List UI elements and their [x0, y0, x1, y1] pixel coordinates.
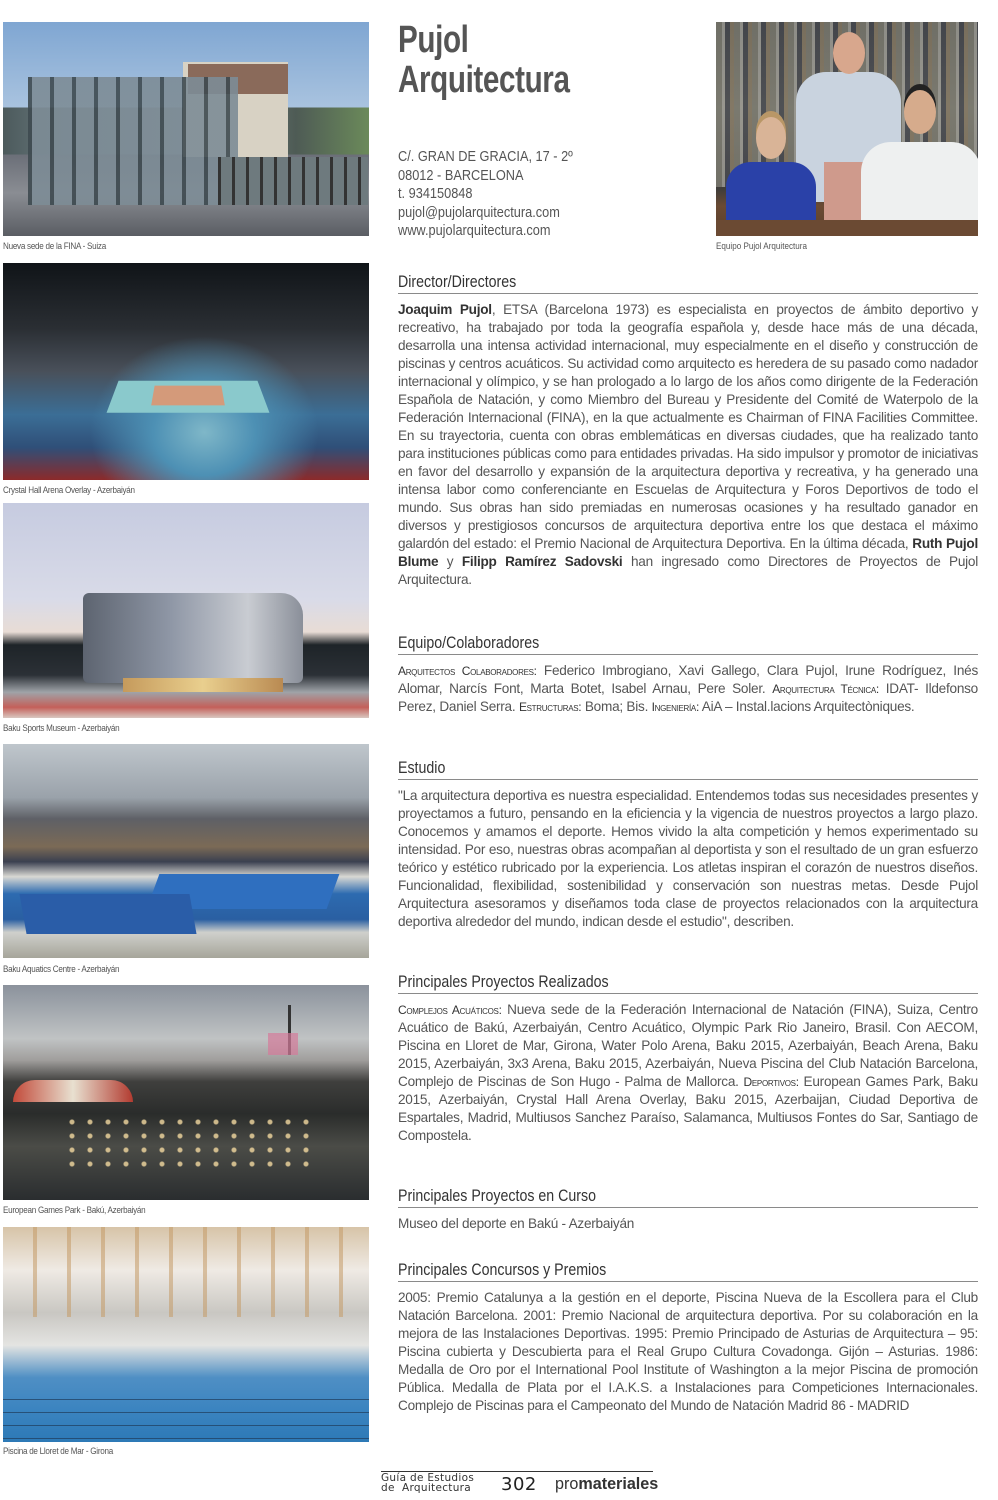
contact-address: C/. GRAN DE GRACIA, 17 - 2º: [398, 149, 573, 165]
section-body: 2005: Premio Catalunya a la gestión en el deporte, Piscina Nueva de la Escollera para el Club Natación Barcelona. 2001: Premio Nacional de arquitectura deportiva. Por su colaboración en la mejora de las Instalaciones Deportivas. 1995: Premio Principado de Asturias de Arquitectura – 95: Piscina cubierta y Descubierta para el Real Grupo Cultura Covadonga. Gijón – Asturias. 1986: Medalla de Oro por el International Pool Institute of Washington a la mejor Piscina de promoción Pública. Medalla de Plata por el I.A.K.S. a Instalaciones para Competiciones Internacionales. Complejo de Piscinas para el Campeonato del Mundo de Natación Madrid 86 - MADRID: [398, 1290, 978, 1413]
director-name: Filipp Ramírez Sadovski: [461, 554, 623, 569]
section-heading-text: Principales Proyectos Realizados: [398, 973, 609, 991]
section-heading: [398, 758, 978, 780]
category-label: Complejos Acuáticos:: [398, 1003, 502, 1017]
photo-detail: [151, 386, 225, 406]
title-line-1: Pujol: [398, 19, 469, 61]
photo-caption: European Games Park - Bakú, Azerbaiyán: [3, 1205, 146, 1215]
director-name: Ruth Pujol Blume: [398, 536, 978, 569]
section-team: [398, 633, 978, 716]
body-text: , ETSA (Barcelona 1973) es especialista en proyectos de ámbito deportivo y recreativo, ha trabajado por toda la geografía española y, desde hace más de una década, desarrolla una intensa actividad internacional, muy especialmente en el diseño y construcción de piscinas y centros acuáticos. Su actividad como arquitecto es heredera de su pasado como nadador internacional y olímpico, y se han prologado a lo largo de los años como dirigente de la Federación Española de Natación, y como Miembro del Bureau y Presidente del Comité de Waterpolo de la Federación Internacional (FINA), en la que actualmente es Chairman of FINA Facilities Committee. En su trayectoria, cuenta con obras emblemáticas en diversas ciudades, que ha realizado tanto para instituciones públicas como para entidades privadas. Ha sido impulsor y promotor de iniciativas en favor del desarrollo y expansión de la arquitectura deportiva y recreativa, y ha generado una intensa labor como conferenciante en Escuelas de Arquitectura y Foros Deportivos de todo el mundo. Sus obras han sido premiadas en numerosas ocasiones y ha resultado ganador en diversos y prestigiosos concursos de arquitectura deportiva entre los que destaca el máximo galardón del estado: el Premio Nacional de Arquitectura Deportiva. En la última década,: [398, 302, 978, 551]
contact-block: [398, 148, 573, 241]
body-text: y: [438, 554, 462, 569]
section-heading: [398, 1186, 978, 1208]
title-line-2: Arquitectura: [398, 59, 570, 101]
photo-caption: Piscina de Lloret de Mar - Girona: [3, 1446, 113, 1456]
photo-caption: Baku Sports Museum - Azerbaiyán: [3, 723, 120, 733]
role-label: Arquitectos Colaboradores:: [398, 664, 537, 678]
photo-caption: Baku Aquatics Centre - Azerbaiyán: [3, 964, 120, 974]
contact-phone: t. 934150848: [398, 186, 473, 202]
body-text: Boma; Bis.: [581, 699, 652, 714]
body-text: han ingresado como Directores de Proyectos de Pujol Arquitectura.: [398, 554, 978, 587]
section-directors: [398, 272, 978, 589]
section-heading: [398, 1260, 978, 1282]
photo-detail: [756, 117, 786, 159]
photo-detail: [63, 1115, 313, 1175]
section-heading-text: Estudio: [398, 759, 446, 777]
photo-baku-sports-museum: [3, 503, 369, 718]
photo-fina-headquarters: [3, 22, 369, 236]
brand-logo-bold: materiales: [578, 1474, 659, 1493]
photo-detail: [123, 678, 283, 692]
brand-logo-light: pro: [555, 1474, 579, 1493]
photo-detail: [268, 1033, 298, 1055]
section-heading: [398, 272, 978, 294]
section-body: [398, 1001, 978, 1145]
role-label: Ingeniería:: [651, 700, 700, 714]
section-awards: [398, 1260, 978, 1415]
photo-detail: [83, 593, 303, 683]
footer-guide-line-1: Guía de Estudios: [381, 1472, 475, 1484]
section-heading-text: Principales Proyectos en Curso: [398, 1187, 596, 1205]
page-title: [398, 20, 570, 100]
photo-piscina-lloret: [3, 1227, 369, 1442]
photo-crystal-hall-arena: [3, 263, 369, 480]
section-body: Museo del deporte en Bakú - Azerbaiyán: [398, 1216, 635, 1231]
section-heading-text: Equipo/Colaboradores: [398, 634, 540, 652]
brand-logo: [555, 1474, 658, 1494]
photo-detail: [3, 1227, 369, 1317]
photo-detail: [3, 1387, 369, 1442]
body-text: European Games Park, Baku 2015, Azerbaiyán, Crystal Hall Arena Overlay, Baku 2015, Azerbaijan, Ciudad Deportiva de Espartales, Madrid, Multiusos Sanchez Paraíso, Salamanca, Multiusos Fontes do Sar, Santiago de Compostela.: [398, 1074, 978, 1143]
body-text: IDAT- Ildefonso Perez, Daniel Serra.: [398, 681, 978, 714]
category-label: Deportivos:: [743, 1075, 799, 1089]
section-body: "La arquitectura deportiva es nuestra especialidad. Entendemos todas sus necesidades presentes y proyectamos a futuro, pensando en la eficiencia y la vigencia de nuestros proyectos a largo plazo. Conocemos y amamos el deporte. Hemos vivido la alta competición y hemos experimentado su intensidad. Por eso, nuestras obras acompañan al deportista y son el resultado de un gran esfuerzo teórico y estético rubricado por la experiencia. Los atletas inspiran el corazón de nuestros diseños. Funcionalidad, flexibilidad, sostenibilidad y conservación son nuestras metas. Desde Pujol Arquitectura asesoramos y diseñamos toda clase de proyectos relacionados con la arquitectura deportiva alrededor del mundo, indican desde el estudio", describen.: [398, 788, 978, 929]
body-text: Federico Imbrogiano, Xavi Gallego, Clara Pujol, Irune Rodríguez, Inés Alomar, Narcís Font, Marta Botet, Isabel Arnau, Pere Soler.: [398, 663, 979, 696]
photo-detail: [833, 32, 865, 74]
footer-guide-line-2: de Arquitectura: [381, 1482, 472, 1494]
role-label: Estructuras:: [518, 700, 582, 714]
section-heading: [398, 633, 978, 655]
section-ongoing-projects: [398, 1186, 978, 1233]
photo-european-games-park: [3, 985, 369, 1200]
section-studio: [398, 758, 978, 931]
team-photo-caption: Equipo Pujol Arquitectura: [716, 241, 807, 251]
section-completed-projects: [398, 972, 978, 1145]
footer-publication: [381, 1473, 474, 1493]
section-heading-text: Principales Concursos y Premios: [398, 1261, 607, 1279]
section-heading-text: Director/Directores: [398, 273, 517, 291]
photo-detail: [716, 220, 978, 236]
photo-caption: Nueva sede de la FINA - Suiza: [3, 241, 106, 251]
photo-baku-aquatics-centre: [3, 744, 369, 958]
photo-detail: [218, 157, 368, 205]
director-name: Joaquim Pujol: [398, 302, 492, 317]
page-number: 302: [501, 1474, 537, 1495]
photo-caption: Crystal Hall Arena Overlay - Azerbaiyán: [3, 485, 135, 495]
role-label: Arquitectura Técnica:: [772, 682, 879, 696]
contact-website[interactable]: www.pujolarquitectura.com: [398, 223, 551, 239]
photo-detail: [13, 1080, 133, 1102]
photo-detail: [28, 77, 238, 205]
contact-city: 08012 - BARCELONA: [398, 167, 524, 184]
team-photo: [716, 22, 978, 236]
section-body: [398, 662, 978, 716]
body-text: AiA – Instal.lacions Arquitectòniques.: [699, 699, 915, 714]
section-body: [398, 301, 978, 589]
photo-detail: [904, 90, 936, 134]
photo-detail: [19, 894, 196, 934]
section-heading: [398, 972, 978, 994]
contact-email[interactable]: pujol@pujolarquitectura.com: [398, 204, 560, 221]
body-text: Nueva sede de la Federación Internacional de Natación (FINA), Suiza, Centro Acuático de Bakú, Azerbaiyán, Centro Acuático, Olympic Park Rio Janeiro, Brasil. Con AECOM, Piscina en Lloret de Mar, Girona, Water Polo Arena, Baku 2015, Azerbaiyán, Beach Arena, Baku 2015, Azerbaiyán, 3x3 Arena, Baku 2015, Azerbaiyán, Nueva Piscina del Club Natación Barcelona, Complejo de Piscinas de Son Hugo - Palma de Mallorca.: [398, 1002, 978, 1089]
